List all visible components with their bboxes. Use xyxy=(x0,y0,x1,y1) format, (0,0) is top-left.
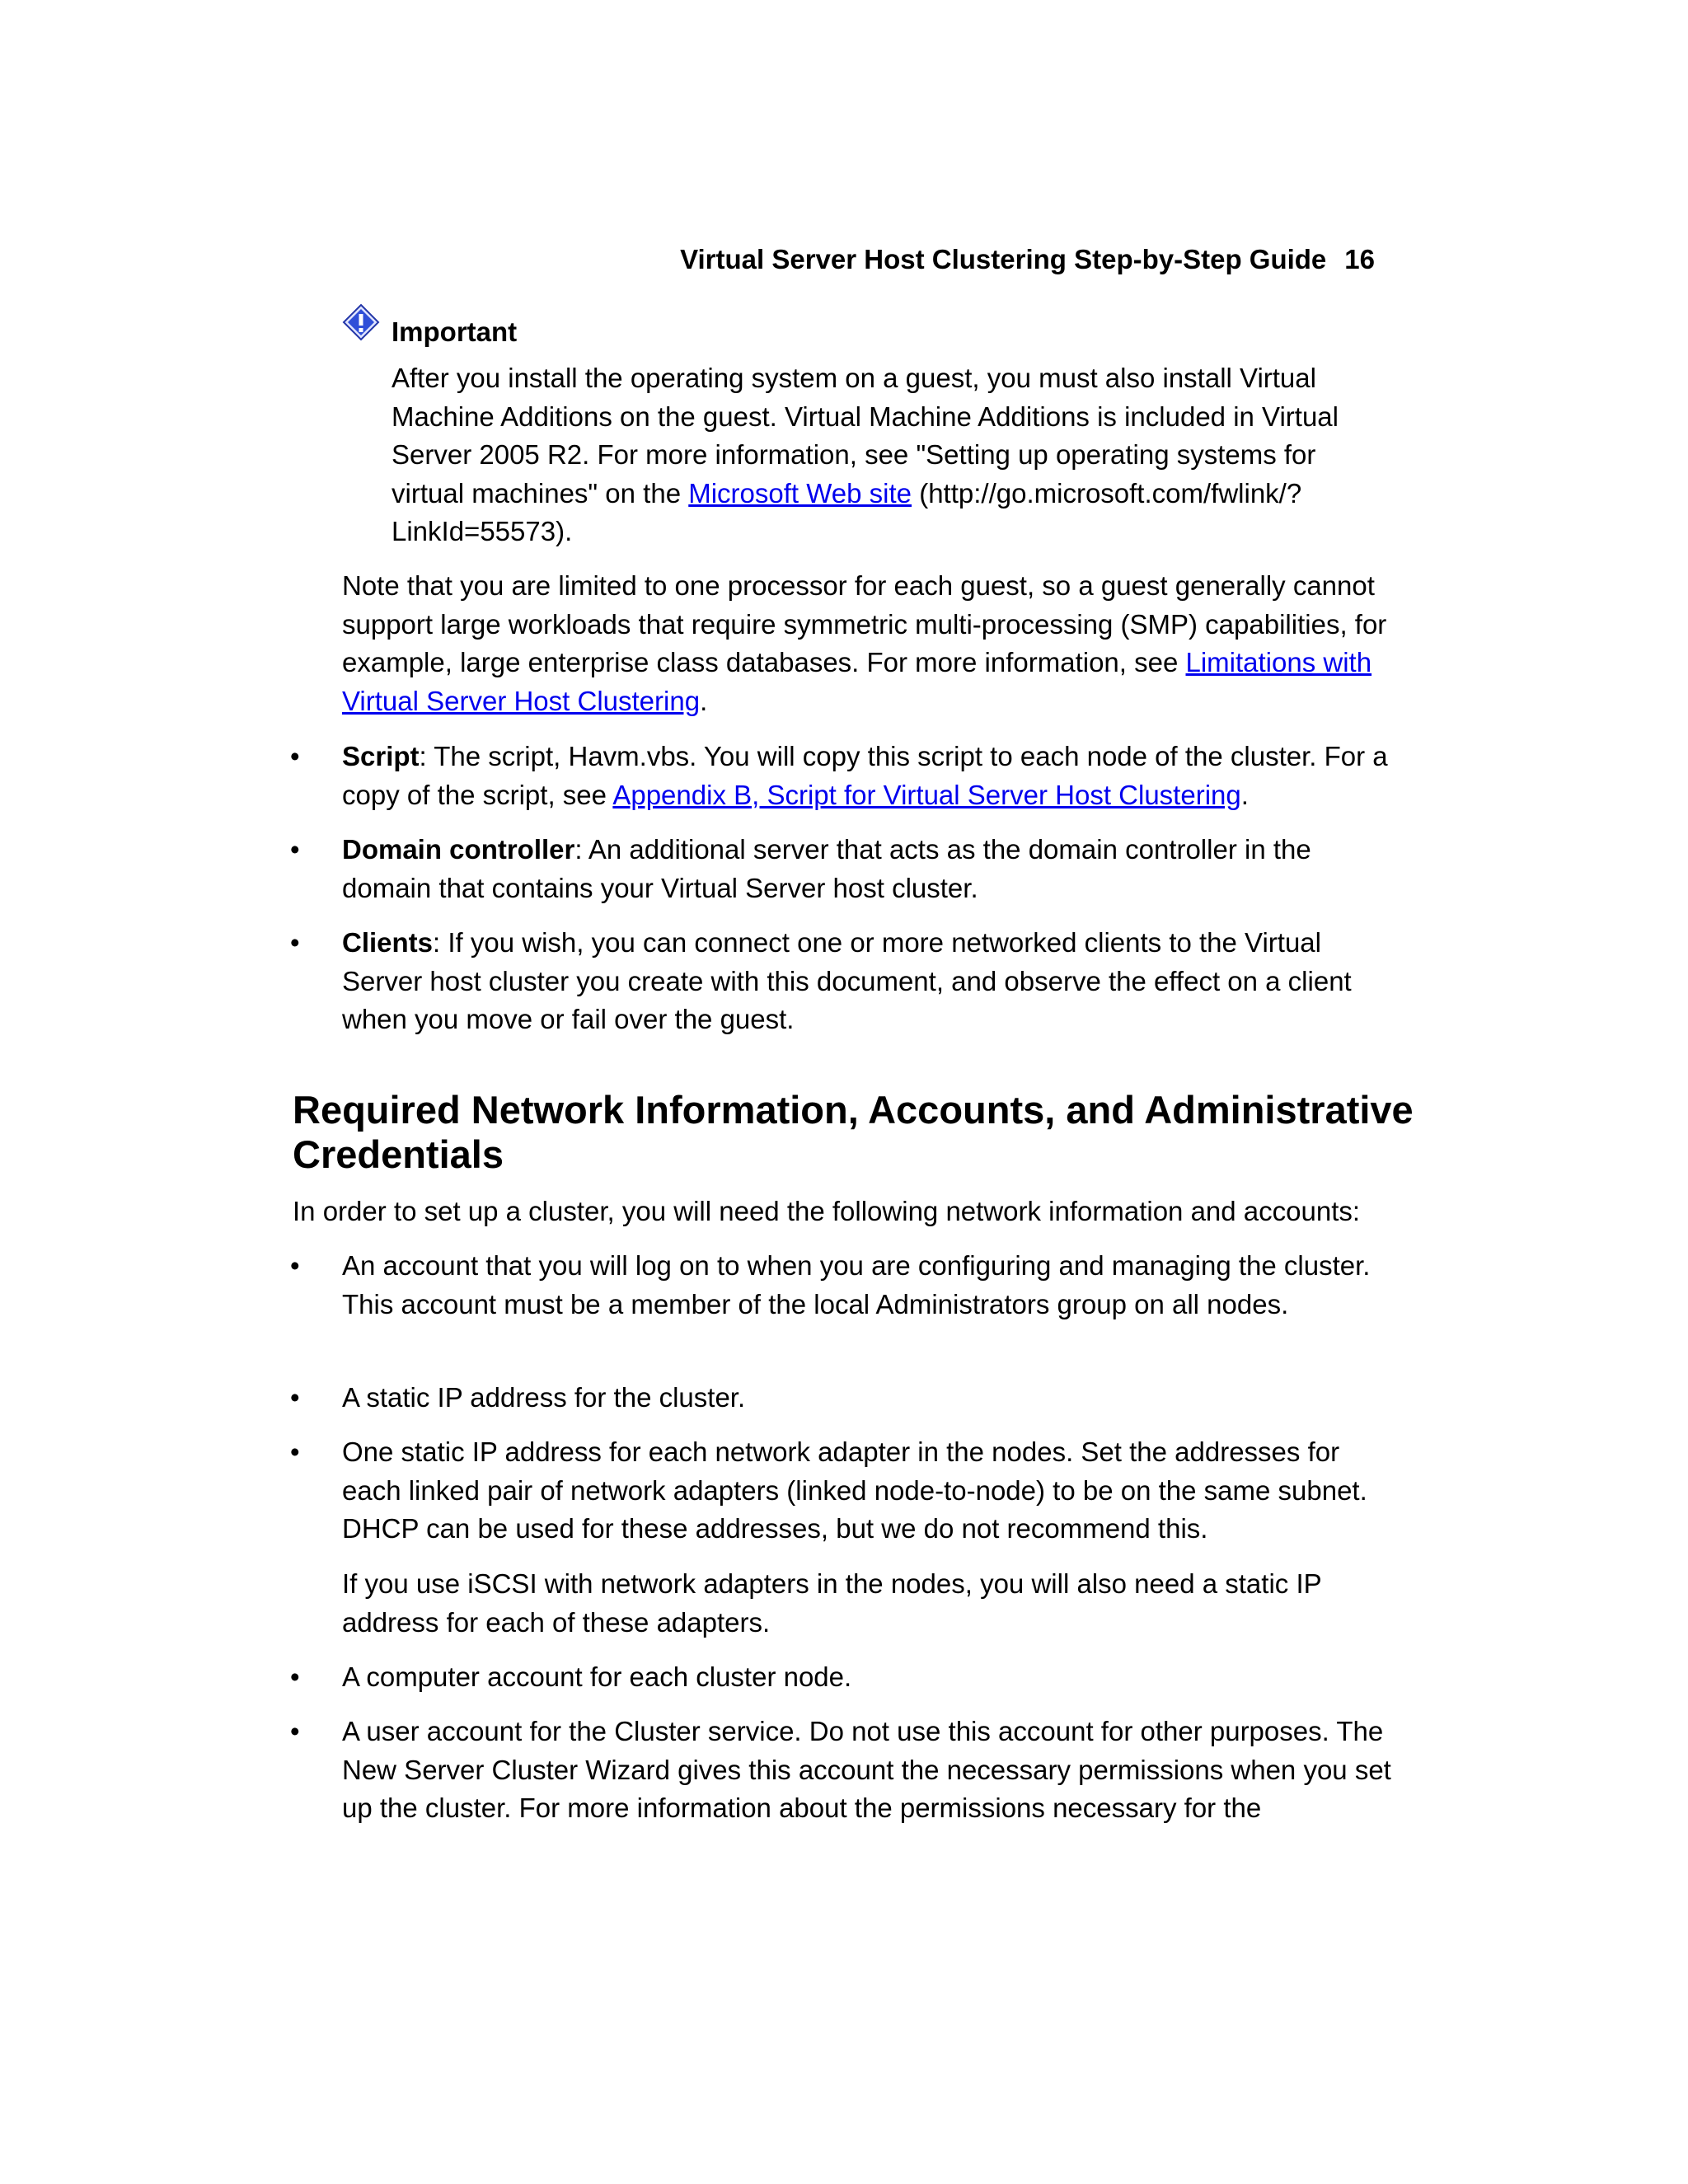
list-item-script xyxy=(342,738,1405,814)
list-item-text: : The script, Havm.vbs. You will copy this script to each node of the cluster. For a copy of the script, see xyxy=(342,741,1388,810)
list-item-text: : If you wish, you can connect one or more networked clients to the Virtual Server host cluster you create with this document, and observe the effect on a client when you move or fail over the guest. xyxy=(342,927,1352,1035)
list-item-term: Domain controller xyxy=(342,834,575,865)
section-intro: In order to set up a cluster, you will need the following network information and accounts: xyxy=(293,1196,1361,1226)
bullet-marker: • xyxy=(290,1250,300,1281)
note-text: Note that you are limited to one processor for each guest, so a guest generally cannot support large workloads that require symmetric multi-processing (SMP) capabilities, for example, large enterprise class databases. For more information, see xyxy=(342,570,1387,678)
bullet-marker: • xyxy=(290,1436,300,1467)
important-title: Important xyxy=(392,316,518,347)
note-period: . xyxy=(700,685,708,716)
list-item: A static IP address for the cluster. xyxy=(342,1382,746,1413)
important-body xyxy=(392,359,1381,551)
list-item-clients xyxy=(342,924,1405,1039)
section-heading: Required Network Information, Accounts, and Administrative Credentials xyxy=(293,1088,1414,1176)
appendix-b-link[interactable]: Appendix B, Script for Virtual Server Host Clustering xyxy=(612,779,1241,810)
list-item-term: Clients xyxy=(342,927,434,958)
important-url-text: (http://go.microsoft.com/fwlink/?LinkId=55573). xyxy=(392,477,1302,547)
bullet-marker: • xyxy=(290,927,300,958)
iscsi-note: If you use iSCSI with network adapters in the nodes, you will also need a static IP address for each of these adapters. xyxy=(342,1568,1322,1638)
list-item-domain-controller xyxy=(342,831,1405,907)
list-item: An account that you will log on to when you are configuring and managing the cluster. This account must be a member of the local Administrators group on all nodes. xyxy=(342,1250,1371,1319)
important-text: After you install the operating system on a guest, you must also install Virtual Machine Additions on the guest. Virtual Machine Additions is included in Virtual Server 2005 R2. For more information, see "Setting up operating systems for virtual machines" on the xyxy=(392,363,1339,509)
running-header xyxy=(680,244,1375,275)
bullet-marker: • xyxy=(290,741,300,771)
microsoft-web-site-link[interactable]: Microsoft Web site xyxy=(688,477,912,509)
list-item: A user account for the Cluster service. Do not use this account for other purposes. The New Server Cluster Wizard gives this account the necessary permissions when you set up the cluster. For more information about the permissions necessary for the xyxy=(342,1716,1391,1824)
bullet-marker: • xyxy=(290,1716,300,1746)
page-number: 16 xyxy=(1344,244,1375,274)
list-item: One static IP address for each network adapter in the nodes. Set the addresses for each linked pair of network adapters (linked node-to-node) to be on the same subnet. DHCP can be used for these addresses, but we do not recommend this. xyxy=(342,1436,1367,1544)
bullet-marker: • xyxy=(290,1382,300,1413)
bullet-marker: • xyxy=(290,834,300,865)
list-item: A computer account for each cluster node. xyxy=(342,1661,852,1692)
list-item-text: : An additional server that acts as the domain controller in the domain that contains your Virtual Server host cluster. xyxy=(342,834,1311,903)
header-title: Virtual Server Host Clustering Step-by-Step Guide xyxy=(680,244,1327,274)
bullet-marker: • xyxy=(290,1661,300,1692)
list-item-term: Script xyxy=(342,741,420,771)
important-diamond-icon xyxy=(342,303,380,341)
note-paragraph xyxy=(342,567,1389,720)
list-item-period: . xyxy=(1240,779,1249,810)
limitations-link[interactable]: Limitations with Virtual Server Host Clustering xyxy=(342,647,1372,716)
